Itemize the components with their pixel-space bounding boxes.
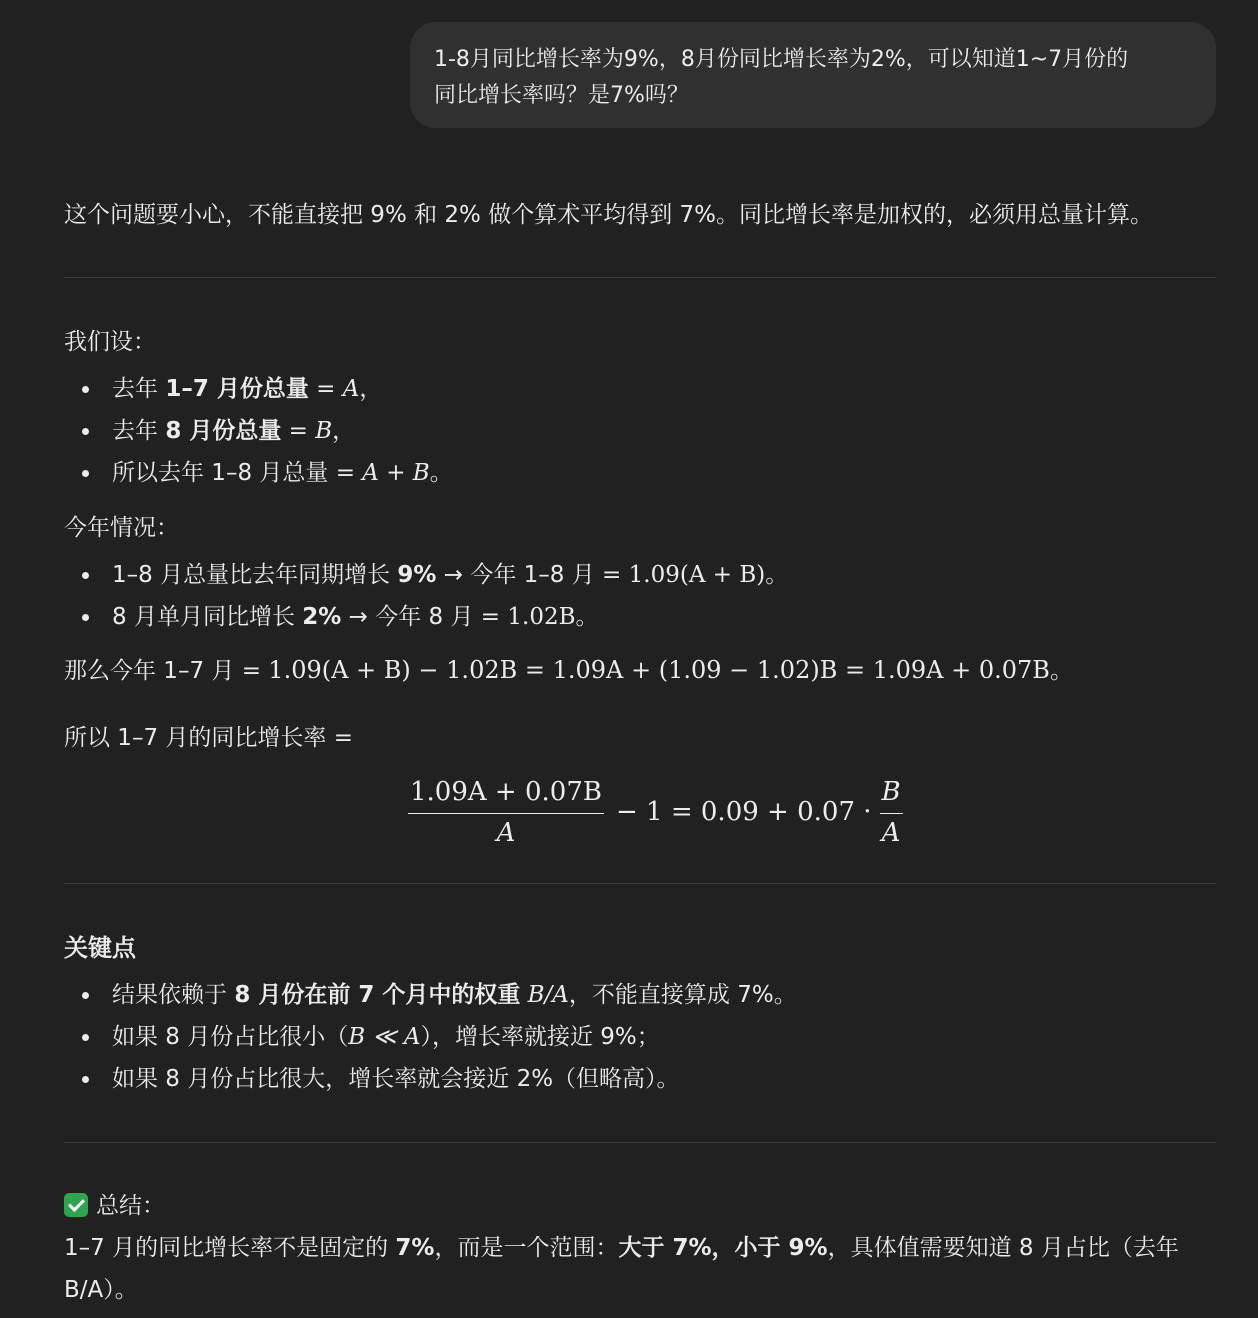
list-item: 8 月单月同比增长 2% → 今年 8 月 = 1.02B。 [64, 596, 788, 638]
setup-list [64, 368, 453, 494]
this-year-lead: 今年情况： [64, 515, 179, 541]
summary-line: B/A）。 [64, 1277, 138, 1303]
derivation-text: 那么今年 1–7 月 = 1.09(A + B) − 1.02B = 1.09A + (1.09 − 1.02)B = 1.09A + 0.07B。 [64, 656, 1073, 684]
divider [64, 1142, 1216, 1143]
user-message-bubble [410, 22, 1216, 128]
formula-ratio: $\frac{B}{A}$ [881, 776, 901, 848]
intro-text: 这个问题要小心，不能直接把 9% 和 2% 做个算术平均得到 7%。同比增长率是加权的，必须用总量计算。 [64, 202, 1154, 228]
divider [64, 277, 1216, 278]
rate-lead: 所以 1–7 月的同比增长率 = [64, 725, 353, 751]
summary-line: 1–7 月的同比增长率不是固定的 7%，而是一个范围：大于 7%，小于 9%，具体值需要知道 8 月占比（去年 [64, 1235, 1179, 1261]
this-year-list [64, 554, 788, 638]
summary-heading: 总结： [64, 1188, 165, 1224]
check-box-icon [64, 1193, 88, 1217]
user-message-line: 1-8月同比增长率为9%，8月份同比增长率为2%，可以知道1~7月份的 [434, 47, 1129, 72]
list-item: 如果 8 月份占比很小（B ≪ A），增长率就接近 9%； [64, 1016, 797, 1058]
list-item: 如果 8 月份占比很大，增长率就会接近 2%（但略高）。 [64, 1058, 797, 1100]
list-item: 1–8 月总量比去年同期增长 9% → 今年 1–8 月 = 1.09(A + B)。 [64, 554, 788, 596]
list-item: 结果依赖于 8 月份在前 7 个月中的权重 B/A，不能直接算成 7%。 [64, 974, 797, 1016]
key-points-list [64, 974, 797, 1100]
formula-middle: − 1 = 0.09 + 0.07 · [615, 797, 872, 827]
list-item: 去年 8 月份总量 = B， [64, 410, 453, 452]
setup-lead: 我们设： [64, 329, 156, 355]
formula-fraction: $\frac{1.09A + 0.07B}{A}$ [410, 776, 602, 848]
divider [64, 883, 1216, 884]
list-item: 所以去年 1–8 月总量 = A + B。 [64, 452, 453, 494]
key-points-heading: 关键点 [64, 934, 136, 962]
growth-rate-formula [408, 774, 911, 850]
list-item: 去年 1–7 月份总量 = A， [64, 368, 453, 410]
user-message-line: 同比增长率吗？是7%吗？ [434, 83, 689, 108]
